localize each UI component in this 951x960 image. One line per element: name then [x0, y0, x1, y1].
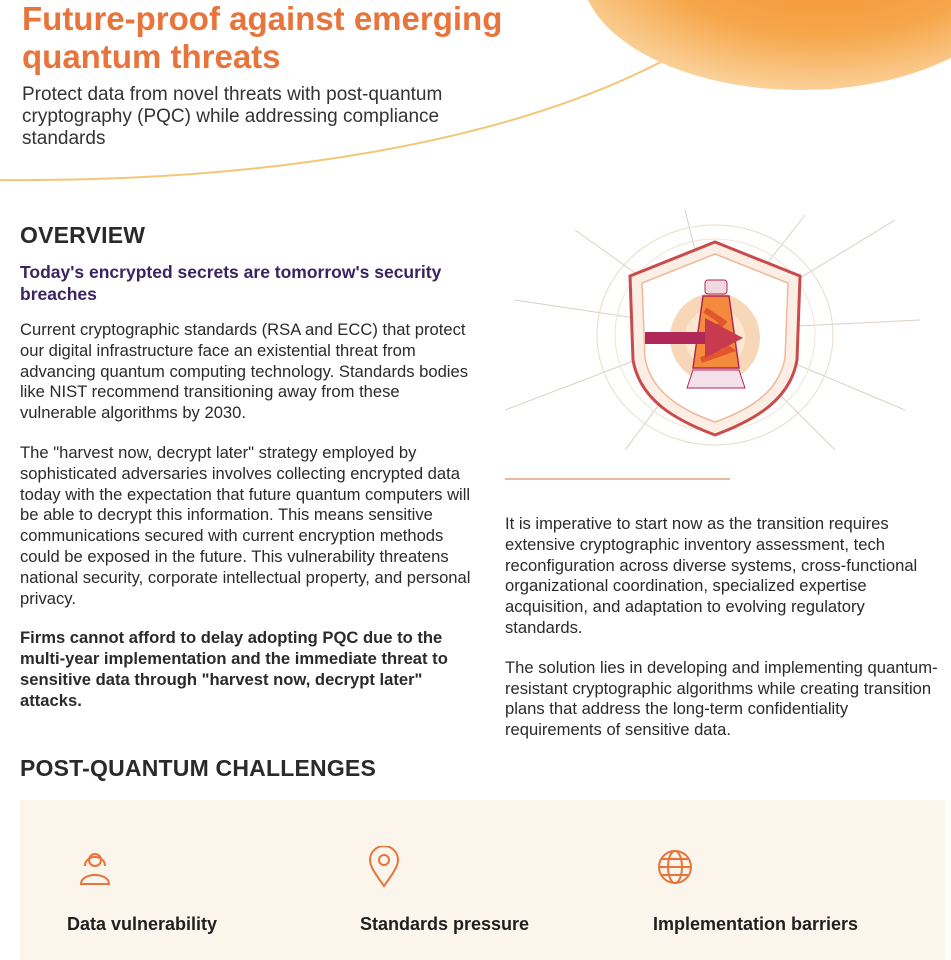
challenge-label: Data vulnerability — [67, 914, 218, 934]
challenge-card-data-vulnerability — [67, 800, 327, 950]
page-subtitle: Protect data from novel threats with post-quantum cryptography (PQC) while addressing compliance standards — [22, 84, 443, 149]
overview-paragraph-2: The "harvest now, decrypt later" strategy employed by sophisticated adversaries involves collecting encrypted data today with the expectation that future quantum computers will be able to decrypt this information. This means sensitive communications secured with current encryption methods could be exposed in the future. This vulnerability threatens national security, corporate intellectual property, and personal privacy. — [20, 442, 471, 608]
page-title: Future-proof against emerging quantum threats — [22, 0, 503, 75]
overview-callout: Firms cannot afford to delay adopting PQC due to the multi-year implementation and the immediate threat to sensitive data through "harvest now, decrypt later" attacks. — [20, 628, 448, 710]
challenge-card-implementation-barriers — [653, 800, 913, 950]
location-pin-icon — [364, 846, 404, 888]
challenge-card-standards-pressure — [360, 800, 620, 950]
challenges-panel — [20, 800, 945, 960]
overview-heading: OVERVIEW — [20, 222, 146, 248]
header-gradient-blob — [571, 0, 951, 100]
overview-right-column — [505, 514, 941, 760]
person-hood-icon — [75, 846, 115, 888]
globe-icon — [655, 846, 695, 888]
overview-paragraph-1: Current cryptographic standards (RSA and ECC) that protect our digital infrastructure face an existential threat from advancing quantum computing technology. Standards bodies like NIST recommend transitioning away from these vulnerable algorithms by 2030. — [20, 320, 469, 423]
overview-paragraph-4: The solution lies in developing and implementing quantum-resistant cryptographic algorithms while creating transition plans that address the long-term confidentiality requirements of sensitive data. — [505, 657, 938, 740]
overview-left-column — [20, 320, 480, 731]
overview-lead: Today's encrypted secrets are tomorrow's security breaches — [20, 262, 442, 304]
divider-rule — [505, 478, 730, 480]
challenge-label: Standards pressure — [360, 914, 530, 934]
challenges-heading: POST-QUANTUM CHALLENGES — [20, 755, 376, 781]
challenge-label: Implementation barriers — [653, 914, 859, 934]
quantum-shield-illustration — [505, 210, 925, 450]
overview-paragraph-3: It is imperative to start now as the transition requires extensive cryptographic inventory assessment, tech reconfiguration across diverse systems, cross-functional organizational coordination, specialized expertise acquisition, and adaptation to evolving regulatory standards. — [505, 514, 918, 637]
